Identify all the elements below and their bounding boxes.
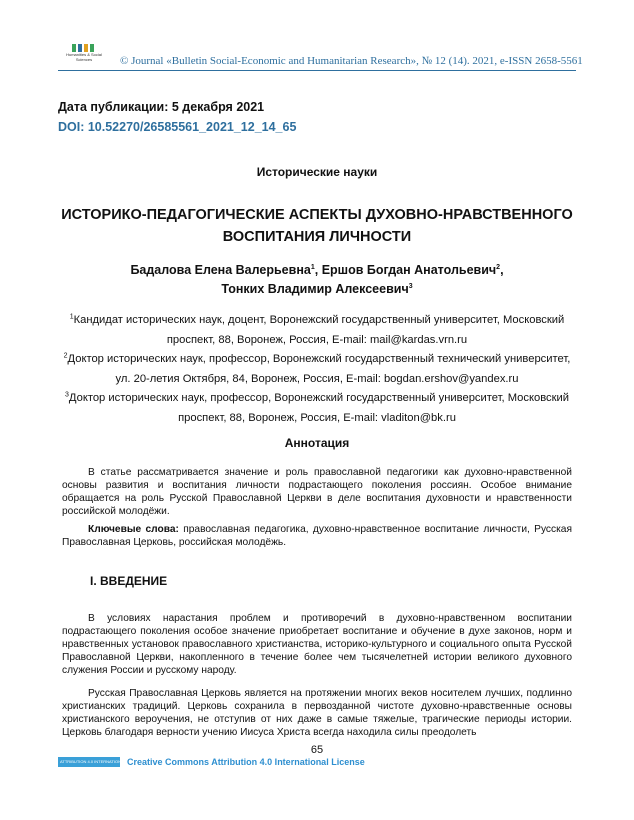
author-list [60, 261, 574, 299]
doi-link[interactable]: DOI: 10.52270/26585561_2021_12_14_65 [58, 120, 297, 134]
author-name: Ершов Богдан Анатольевич [321, 263, 497, 277]
author-sup: 1 [310, 263, 315, 271]
author-sup: 2 [496, 263, 501, 271]
publication-date: Дата публикации: 5 декабря 2021 [58, 100, 265, 114]
license-link[interactable]: Creative Commons Attribution 4.0 International License [127, 757, 365, 767]
author-name: Тонких Владимир Алексеевич [221, 282, 409, 296]
affiliation [56, 350, 578, 389]
affiliation-sup: 3 [64, 391, 69, 399]
keywords [62, 523, 572, 549]
page-number: 65 [310, 744, 324, 756]
author-separator: , [314, 263, 322, 277]
affiliation [56, 311, 578, 350]
affiliation-sup: 2 [63, 352, 68, 360]
affiliation-text: Кандидат исторических наук, доцент, Воронежский государственный университет, Московский проспект, 88, Воронеж, Россия, E-mail: mail@kardas.vrn.ru [73, 314, 565, 346]
abstract-text: В статье рассматривается значение и роль православной педагогики как духовно-нравственной основы развития и воспитания личности подрастающего поколения россиян. Особое внимание обращается на роль Русской Православной Церкви в деле воспитания духовности и нравственности российской молодёжи. [62, 467, 572, 517]
author-sup: 3 [408, 282, 413, 290]
keywords-text: православная педагогика, духовно-нравственное воспитание личности, Русская Православная Церковь, российская молодёжь. [62, 524, 572, 548]
abstract-heading: Аннотация [284, 436, 350, 450]
affiliations [56, 311, 578, 428]
body-paragraph: В условиях нарастания проблем и противоречий в духовно-нравственном воспитании подрастающего поколения особое значение приобретает воспитание и обучение в духе законов, норм и нравственных установок православного христианства, историко-культурного и социального опыта Русской Православной Церкви, накопленного в течение более чем тысячелетней истории великого духовного служения России и русскому народу. [62, 613, 572, 676]
cc-badge-text: ATTRIBUTION 4.0 INTERNATIONAL [60, 759, 126, 764]
section-heading: Исторические науки [256, 165, 378, 179]
body-paragraph: Русская Православная Церковь является на протяжении многих веков носителем лучших, подлинно христианских традиций. Церковь сохранила в первозданной чистоте духовно-нравственные основы христианского вероучения, не отступив от них даже в самые тяжелые, трагические периоды истории. Церковь благодаря верности учению Иисуса Христа всегда находила силы преодолеть [62, 688, 572, 738]
journal-header: © Journal «Bulletin Social-Economic and Humanitarian Research», № 12 (14). 2021, e-ISSN 2658-5561 [120, 55, 583, 67]
affiliation [56, 389, 578, 428]
author-name: Бадалова Елена Валерьевна [130, 263, 311, 277]
affiliation-text: Доктор исторических наук, профессор, Воронежский государственный университет, Московский проспект, 88, Воронеж, Россия, E-mail: vladiton@bk.ru [68, 392, 570, 424]
keywords-label: Ключевые слова: [88, 524, 179, 535]
logo-text: Humanities & Social Sciences [66, 52, 102, 62]
article-title: ИСТОРИКО-ПЕДАГОГИЧЕСКИЕ АСПЕКТЫ ДУХОВНО-НРАВСТВЕННОГО ВОСПИТАНИЯ ЛИЧНОСТИ [61, 207, 573, 245]
affiliation-text: Доктор исторических наук, профессор, Воронежский государственный технический университет, ул. 20-летия Октября, 84, Воронеж, Россия, E-mail: bogdan.ershov@yandex.ru [67, 353, 571, 385]
header-divider [58, 70, 576, 71]
affiliation-sup: 1 [69, 313, 74, 321]
author-separator: , [500, 263, 504, 277]
introduction-heading: I. ВВЕДЕНИЕ [90, 574, 168, 588]
